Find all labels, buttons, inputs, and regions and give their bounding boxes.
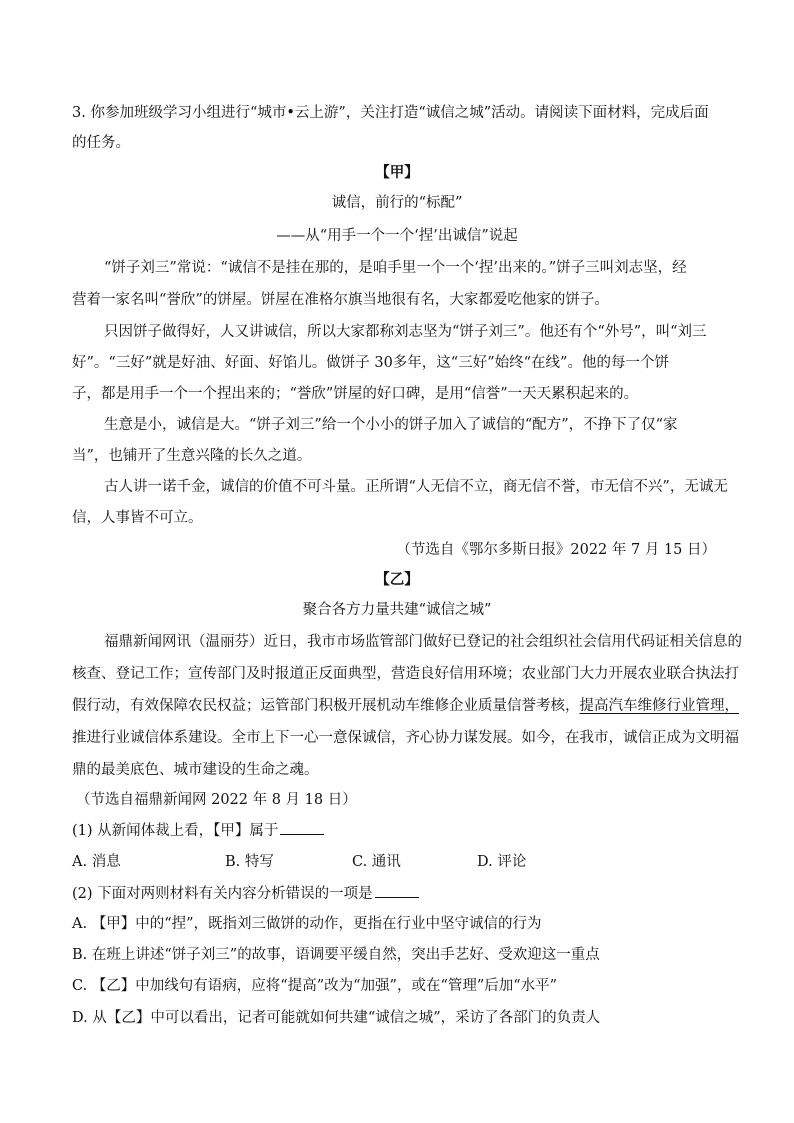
material-b-line-text: 假行动，有效保障农民权益；运管部门积极开展机动车维修企业质量信誉考核， — [72, 698, 580, 714]
material-a-paragraph-line: 古人讲一诺千金，诚信的价值不可斗量。正所谓“人无信不立，商无信不誉，市无信不兴”，无诚无 — [104, 479, 728, 495]
q2-answer-blank[interactable] — [375, 883, 419, 898]
material-b-title: 聚合各方力量共建“诚信之城” — [302, 602, 492, 618]
q1-stem — [72, 820, 324, 841]
material-a-paragraph-line: 只因饼子做得好，人又讲诚信，所以大家都称刘志坚为“饼子刘三”。他还有个“外号”，叫“刘三 — [104, 324, 707, 340]
q2-stem-text: (2) 下面对两则材料有关内容分析错误的一项是 — [72, 886, 373, 902]
q1-answer-blank[interactable] — [280, 820, 324, 835]
material-a-subtitle: ——从“用手一个一个‘捏’出诚信”说起 — [276, 228, 518, 244]
material-b-header: 【乙】 — [375, 571, 419, 588]
q1-option-a[interactable]: A. 消息 — [72, 854, 121, 870]
material-a-paragraph-line: 营着一家名叫“誉欣”的饼屋。饼屋在准格尔旗当地很有名，大家都爱吃他家的饼子。 — [72, 292, 609, 308]
q2-option-a[interactable]: A. 【甲】中的“捏”，既指刘三做饼的动作，更指在行业中坚守诚信的行为 — [72, 916, 542, 932]
q2-option-c[interactable]: C. 【乙】中加线句有语病，应将“提高”改为“加强”，或在“管理”后加“水平” — [72, 978, 558, 994]
q1-option-b[interactable]: B. 特写 — [225, 854, 274, 870]
material-b-line: 核查、登记工作；宣传部门及时报道正反面典型，营造良好信用环境；农业部门大力开展农业联合执法打 — [72, 666, 739, 682]
question-intro-line1: 3. 你参加班级学习小组进行“城市•云上游”，关注打造“诚信之城”活动。请阅读下面材料，完成后面 — [72, 105, 709, 121]
material-a-paragraph-line: “饼子刘三”常说：“诚信不是挂在那的，是咱手里一个一个‘捏’出来的。”饼子三叫刘志坚，经 — [104, 260, 687, 276]
q2-option-d[interactable]: D. 从【乙】中可以看出，记者可能就如何共建“诚信之城”，采访了各部门的负责人 — [72, 1010, 601, 1026]
q1-option-c[interactable]: C. 通讯 — [352, 854, 401, 870]
material-b-underlined-sentence: 提高汽车维修行业管理， — [579, 698, 739, 714]
material-b-line: 鼎的最美底色、城市建设的生命之魂。 — [72, 762, 319, 778]
material-b-line — [72, 696, 739, 716]
question-intro-line2: 的任务。 — [72, 135, 130, 151]
material-b-source: （节选自福鼎新闻网 2022 年 8 月 18 日） — [76, 792, 357, 808]
material-a-header: 【甲】 — [375, 164, 419, 181]
material-a-source: （节选自《鄂尔多斯日报》2022 年 7 月 15 日） — [396, 542, 716, 558]
q2-stem — [72, 883, 419, 904]
q1-stem-text: (1) 从新闻体裁上看，【甲】属于 — [72, 823, 279, 839]
material-a-paragraph-line: 信，人事皆不可立。 — [72, 510, 203, 526]
material-a-paragraph-line: 子，都是用手一个一个捏出来的；“誉欣”饼屋的好口碑，是用“信誉”一天天累积起来的。 — [72, 386, 639, 402]
material-a-paragraph-line: 好”。“三好”就是好油、好面、好馅儿。做饼子 30多年，这“三好”始终“在线”。他的每一个饼 — [72, 355, 669, 371]
material-a-paragraph-line: 生意是小，诚信是大。“饼子刘三”给一个小小的饼子加入了诚信的“配方”，不挣下了仅“家 — [104, 417, 678, 433]
material-a-paragraph-line: 当”，也铺开了生意兴隆的长久之道。 — [72, 448, 312, 464]
q1-option-d[interactable]: D. 评论 — [477, 854, 527, 870]
material-b-line: 福鼎新闻网讯（温丽芬）近日，我市市场监管部门做好已登记的社会组织社会信用代码证相关信息的 — [104, 634, 742, 650]
material-b-line: 推进行业诚信体系建设。全市上下一心一意保诚信，齐心协力谋发展。如今，在我市，诚信正成为文明福 — [72, 730, 739, 746]
q2-option-b[interactable]: B. 在班上讲述“饼子刘三”的故事，语调要平缓自然，突出手艺好、受欢迎这一重点 — [72, 947, 600, 963]
material-a-title: 诚信，前行的“标配” — [331, 195, 463, 211]
